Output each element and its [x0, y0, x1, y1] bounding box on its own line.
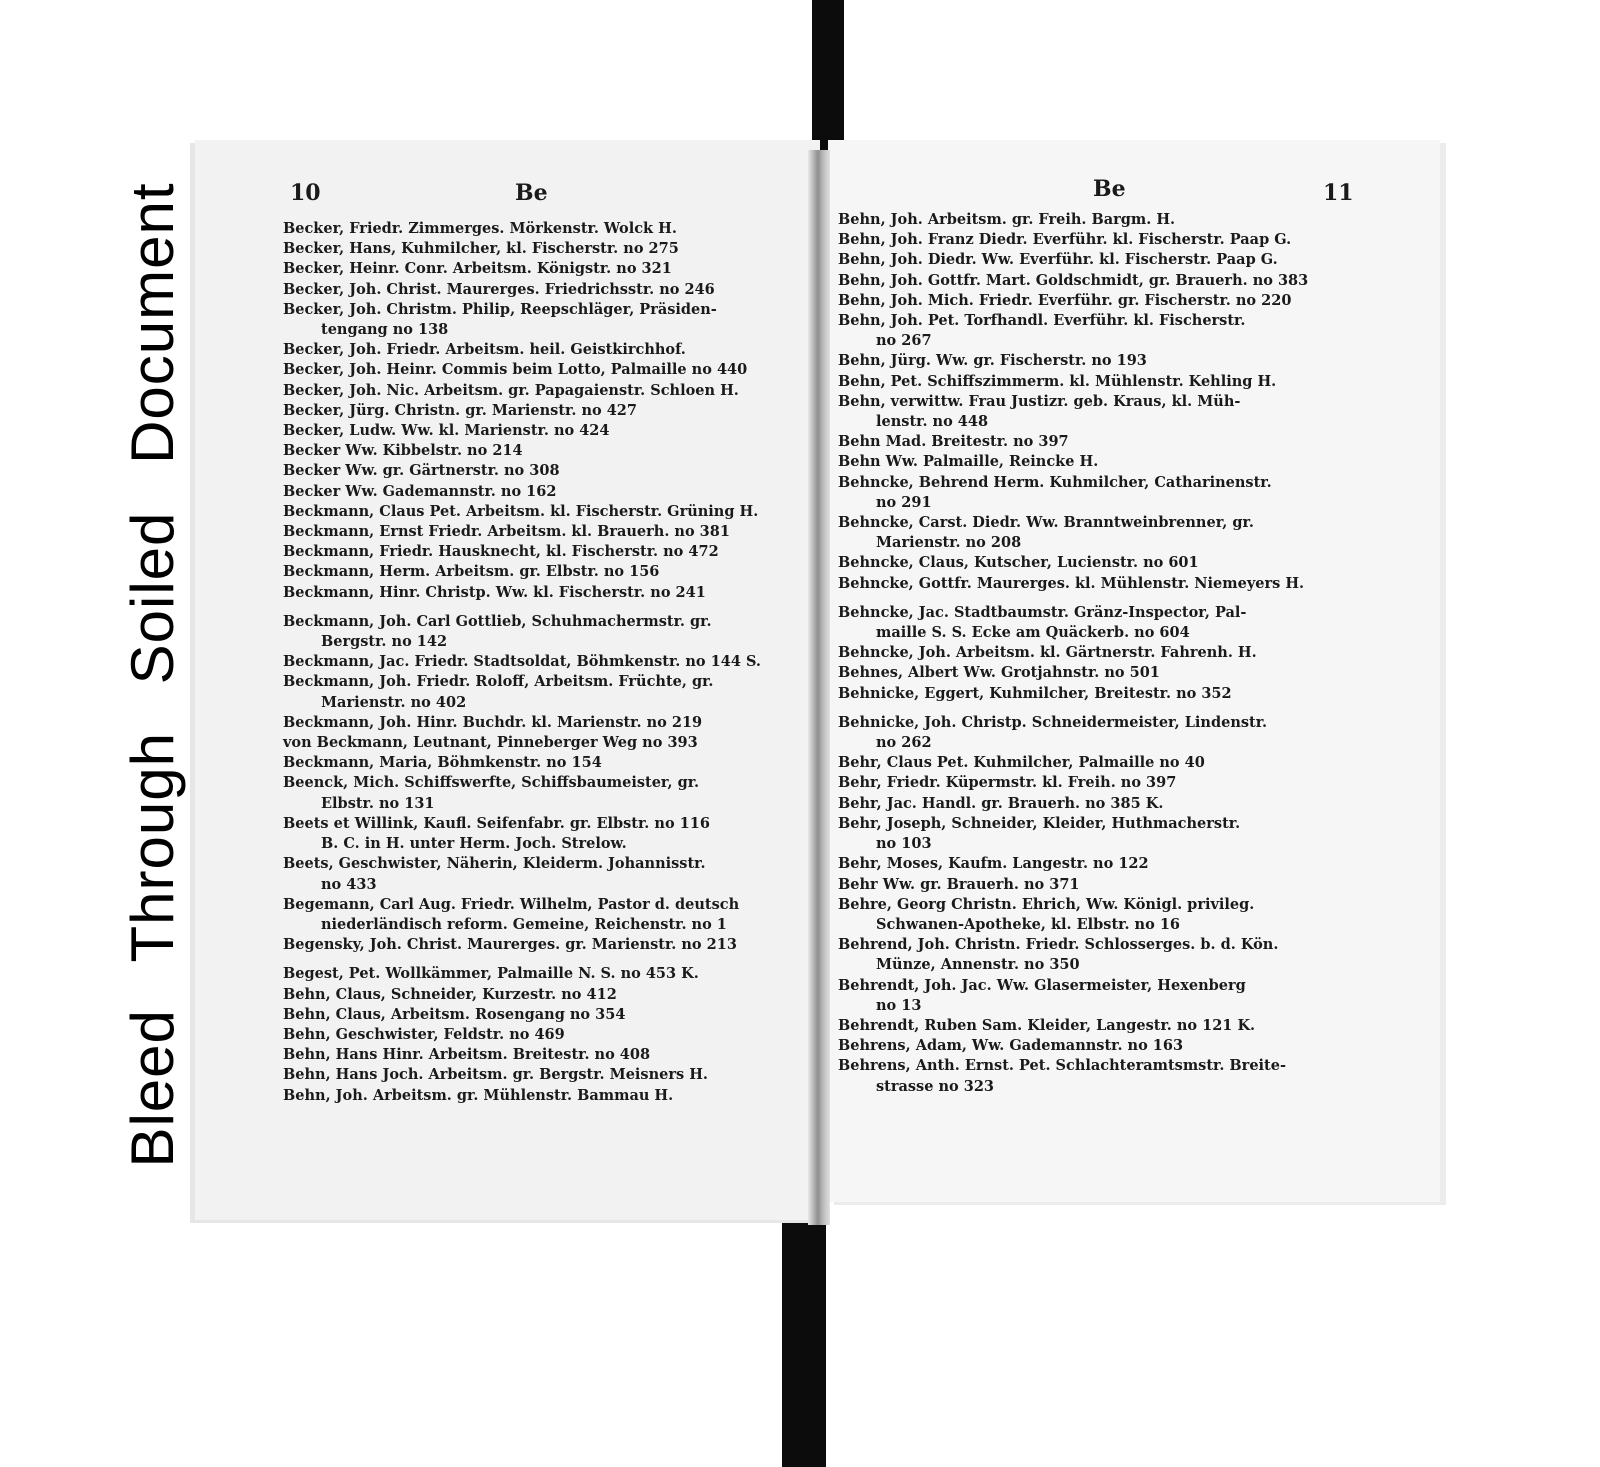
directory-entry: Behn, Hans Hinr. Arbeitsm. Breitestr. no 408 — [283, 1046, 651, 1064]
directory-entry: Behnicke, Joh. Christp. Schneidermeister, Lindenstr. — [838, 713, 1268, 731]
directory-entry: Becker Ww. Gademannstr. no 162 — [283, 482, 557, 500]
directory-entry: Behn, Joh. Pet. Torfhandl. Everführ. kl. Fischerstr. — [838, 312, 1246, 330]
directory-entry: Behr, Moses, Kaufm. Langestr. no 122 — [838, 855, 1149, 873]
directory-entry: Behrens, Anth. Ernst. Pet. Schlachteramtsmstr. Breite- — [838, 1057, 1286, 1075]
directory-entry: Behn, verwittw. Frau Justizr. geb. Kraus, kl. Müh- — [838, 392, 1241, 410]
directory-entry: Behr, Friedr. Küpermstr. kl. Freih. no 397 — [838, 774, 1177, 792]
directory-entry: Beckmann, Joh. Carl Gottlieb, Schuhmachermstr. gr. — [283, 612, 712, 630]
directory-entry: Begest, Pet. Wollkämmer, Palmaille N. S. no 453 K. — [283, 965, 699, 983]
running-head: Be — [1093, 176, 1126, 202]
directory-entry: Behrend, Joh. Christn. Friedr. Schlosserges. b. d. Kön. — [838, 936, 1279, 954]
binding-strip-bottom — [782, 1222, 826, 1467]
entry-continuation: no 267 — [876, 332, 932, 350]
directory-entry: Becker, Ludw. Ww. kl. Marienstr. no 424 — [283, 422, 610, 440]
directory-entry: Behn, Jürg. Ww. gr. Fischerstr. no 193 — [838, 352, 1147, 370]
directory-entry: Beckmann, Joh. Hinr. Buchdr. kl. Marienstr. no 219 — [283, 713, 703, 731]
directory-entry: Beckmann, Maria, Böhmkenstr. no 154 — [283, 754, 602, 772]
directory-entry: von Beckmann, Leutnant, Pinneberger Weg no 393 — [283, 734, 698, 752]
directory-entry: Behn, Joh. Mich. Friedr. Everführ. gr. Fischerstr. no 220 — [838, 291, 1292, 309]
book-gutter — [808, 150, 830, 1225]
directory-entry: Behn, Pet. Schiffszimmerm. kl. Mühlenstr. Kehling H. — [838, 372, 1277, 390]
directory-entry: Becker, Heinr. Conr. Arbeitsm. Königstr. no 321 — [283, 260, 672, 278]
entry-continuation: Elbstr. no 131 — [321, 794, 435, 812]
directory-entry: Behr, Jac. Handl. gr. Brauerh. no 385 K. — [838, 794, 1164, 812]
directory-entry: Becker, Joh. Heinr. Commis beim Lotto, Palmaille no 440 — [283, 361, 748, 379]
directory-entry: Becker Ww. Kibbelstr. no 214 — [283, 442, 523, 460]
directory-entry: Behncke, Joh. Arbeitsm. kl. Gärtnerstr. Fahrenh. H. — [838, 644, 1257, 662]
running-head: Be — [515, 180, 548, 206]
entry-continuation: no 262 — [876, 734, 932, 752]
binding-strip-top — [812, 0, 844, 152]
directory-entry: Behn, Joh. Arbeitsm. gr. Freih. Bargm. H. — [838, 211, 1176, 228]
directory-entry: Becker, Joh. Nic. Arbeitsm. gr. Papagaienstr. Schloen H. — [283, 381, 739, 399]
entry-continuation: maille S. S. Ecke am Quäckerb. no 604 — [876, 624, 1190, 642]
directory-entry: Behn, Joh. Diedr. Ww. Everführ. kl. Fischerstr. Paap G. — [838, 251, 1278, 269]
left-page — [195, 140, 820, 1220]
directory-entry: Beckmann, Hinr. Christp. Ww. kl. Fischerstr. no 241 — [283, 583, 706, 601]
entry-continuation: niederländisch reform. Gemeine, Reichenstr. no 1 — [321, 915, 727, 933]
directory-entries — [283, 219, 788, 1106]
directory-entry: Becker, Joh. Christ. Maurerges. Friedrichsstr. no 246 — [283, 280, 715, 298]
entry-continuation: Münze, Annenstr. no 350 — [876, 956, 1080, 974]
directory-entry: Behn, Joh. Franz Diedr. Everführ. kl. Fischerstr. Paap G. — [838, 231, 1292, 249]
right-page — [828, 140, 1440, 1202]
entry-continuation: no 103 — [876, 835, 932, 853]
directory-entry: Behn Mad. Breitestr. no 397 — [838, 433, 1069, 451]
directory-entry: Behn Ww. Palmaille, Reincke H. — [838, 453, 1099, 471]
entry-continuation: Schwanen-Apotheke, kl. Elbstr. no 16 — [876, 915, 1180, 933]
directory-entry: Behncke, Jac. Stadtbaumstr. Gränz-Inspector, Pal- — [838, 603, 1247, 621]
directory-entries — [838, 210, 1334, 1097]
directory-entry: Behn, Geschwister, Feldstr. no 469 — [283, 1025, 565, 1043]
entry-continuation: no 13 — [876, 996, 922, 1014]
directory-entry: Becker, Hans, Kuhmilcher, kl. Fischerstr. no 275 — [283, 240, 679, 258]
document-stamp — [108, 160, 198, 1190]
directory-entry: Beckmann, Friedr. Hausknecht, kl. Fischerstr. no 472 — [283, 543, 719, 561]
directory-entry: Behnes, Albert Ww. Grotjahnstr. no 501 — [838, 664, 1160, 682]
directory-entry: Beets et Willink, Kaufl. Seifenfabr. gr. Elbstr. no 116 — [283, 814, 710, 832]
directory-entry: Becker, Jürg. Christn. gr. Marienstr. no 427 — [283, 401, 637, 419]
directory-entry: Behr, Claus Pet. Kuhmilcher, Palmaille no 40 — [838, 754, 1205, 772]
directory-entry: Behnicke, Eggert, Kuhmilcher, Breitestr. no 352 — [838, 684, 1232, 702]
directory-entry: Becker, Joh. Friedr. Arbeitsm. heil. Geistkirchhof. — [283, 341, 686, 359]
entry-continuation: B. C. in H. unter Herm. Joch. Strelow. — [321, 835, 627, 853]
directory-entry: Beckmann, Jac. Friedr. Stadtsoldat, Böhmkenstr. no 144 S. — [283, 653, 761, 671]
directory-entry: Beckmann, Joh. Friedr. Roloff, Arbeitsm. Früchte, gr. — [283, 673, 714, 691]
directory-entry: Behr, Joseph, Schneider, Kleider, Huthmacherstr. — [838, 814, 1241, 832]
entry-continuation: no 291 — [876, 493, 932, 511]
directory-entry: Beckmann, Ernst Friedr. Arbeitsm. kl. Brauerh. no 381 — [283, 523, 730, 541]
entry-continuation: strasse no 323 — [876, 1077, 995, 1095]
directory-entry: Begensky, Joh. Christ. Maurerges. gr. Marienstr. no 213 — [283, 936, 737, 954]
page-number: 11 — [1323, 180, 1354, 206]
directory-entry: Behn, Joh. Gottfr. Mart. Goldschmidt, gr. Brauerh. no 383 — [838, 271, 1309, 289]
directory-entry: Behn, Joh. Arbeitsm. gr. Mühlenstr. Bammau H. — [283, 1086, 674, 1104]
directory-entry: Behrendt, Joh. Jac. Ww. Glasermeister, Hexenberg — [838, 976, 1246, 994]
stamp-label: Bleed Through Soiled Document — [119, 182, 186, 1168]
directory-entry: Behn, Hans Joch. Arbeitsm. gr. Bergstr. Meisners H. — [283, 1066, 708, 1084]
entry-continuation: no 433 — [321, 875, 377, 893]
directory-entry: Beenck, Mich. Schiffswerfte, Schiffsbaumeister, gr. — [283, 774, 700, 792]
directory-entry: Behncke, Carst. Diedr. Ww. Branntweinbrenner, gr. — [838, 514, 1254, 532]
entry-continuation: tengang no 138 — [321, 321, 449, 339]
directory-entry: Behn, Claus, Arbeitsm. Rosengang no 354 — [283, 1005, 626, 1023]
directory-entry: Beckmann, Claus Pet. Arbeitsm. kl. Fischerstr. Grüning H. — [283, 502, 759, 520]
directory-entry: Becker, Joh. Christm. Philip, Reepschläger, Präsiden- — [283, 300, 717, 318]
directory-entry: Behre, Georg Christn. Ehrich, Ww. Königl. privileg. — [838, 895, 1255, 913]
directory-entry: Begemann, Carl Aug. Friedr. Wilhelm, Pastor d. deutsch — [283, 895, 740, 913]
directory-entry: Behncke, Gottfr. Maurerges. kl. Mühlenstr. Niemeyers H. — [838, 574, 1305, 592]
directory-entry: Beets, Geschwister, Näherin, Kleiderm. Johannisstr. — [283, 855, 706, 873]
entry-continuation: Marienstr. no 208 — [876, 534, 1022, 552]
page-number: 10 — [290, 180, 321, 206]
directory-entry: Behncke, Claus, Kutscher, Lucienstr. no 601 — [838, 554, 1199, 572]
entry-continuation: Bergstr. no 142 — [321, 633, 448, 651]
directory-entry: Behncke, Behrend Herm. Kuhmilcher, Catharinenstr. — [838, 473, 1272, 491]
entry-continuation: lenstr. no 448 — [876, 413, 989, 431]
directory-entry: Becker Ww. gr. Gärtnerstr. no 308 — [283, 462, 560, 480]
directory-entry: Becker, Friedr. Zimmerges. Mörkenstr. Wolck H. — [283, 220, 677, 237]
directory-entry: Behrendt, Ruben Sam. Kleider, Langestr. no 121 K. — [838, 1016, 1256, 1034]
directory-entry: Behrens, Adam, Ww. Gademannstr. no 163 — [838, 1037, 1184, 1055]
directory-entry: Beckmann, Herm. Arbeitsm. gr. Elbstr. no 156 — [283, 563, 660, 581]
directory-entry: Behn, Claus, Schneider, Kurzestr. no 412 — [283, 985, 617, 1003]
directory-entry: Behr Ww. gr. Brauerh. no 371 — [838, 875, 1080, 893]
entry-continuation: Marienstr. no 402 — [321, 693, 467, 711]
